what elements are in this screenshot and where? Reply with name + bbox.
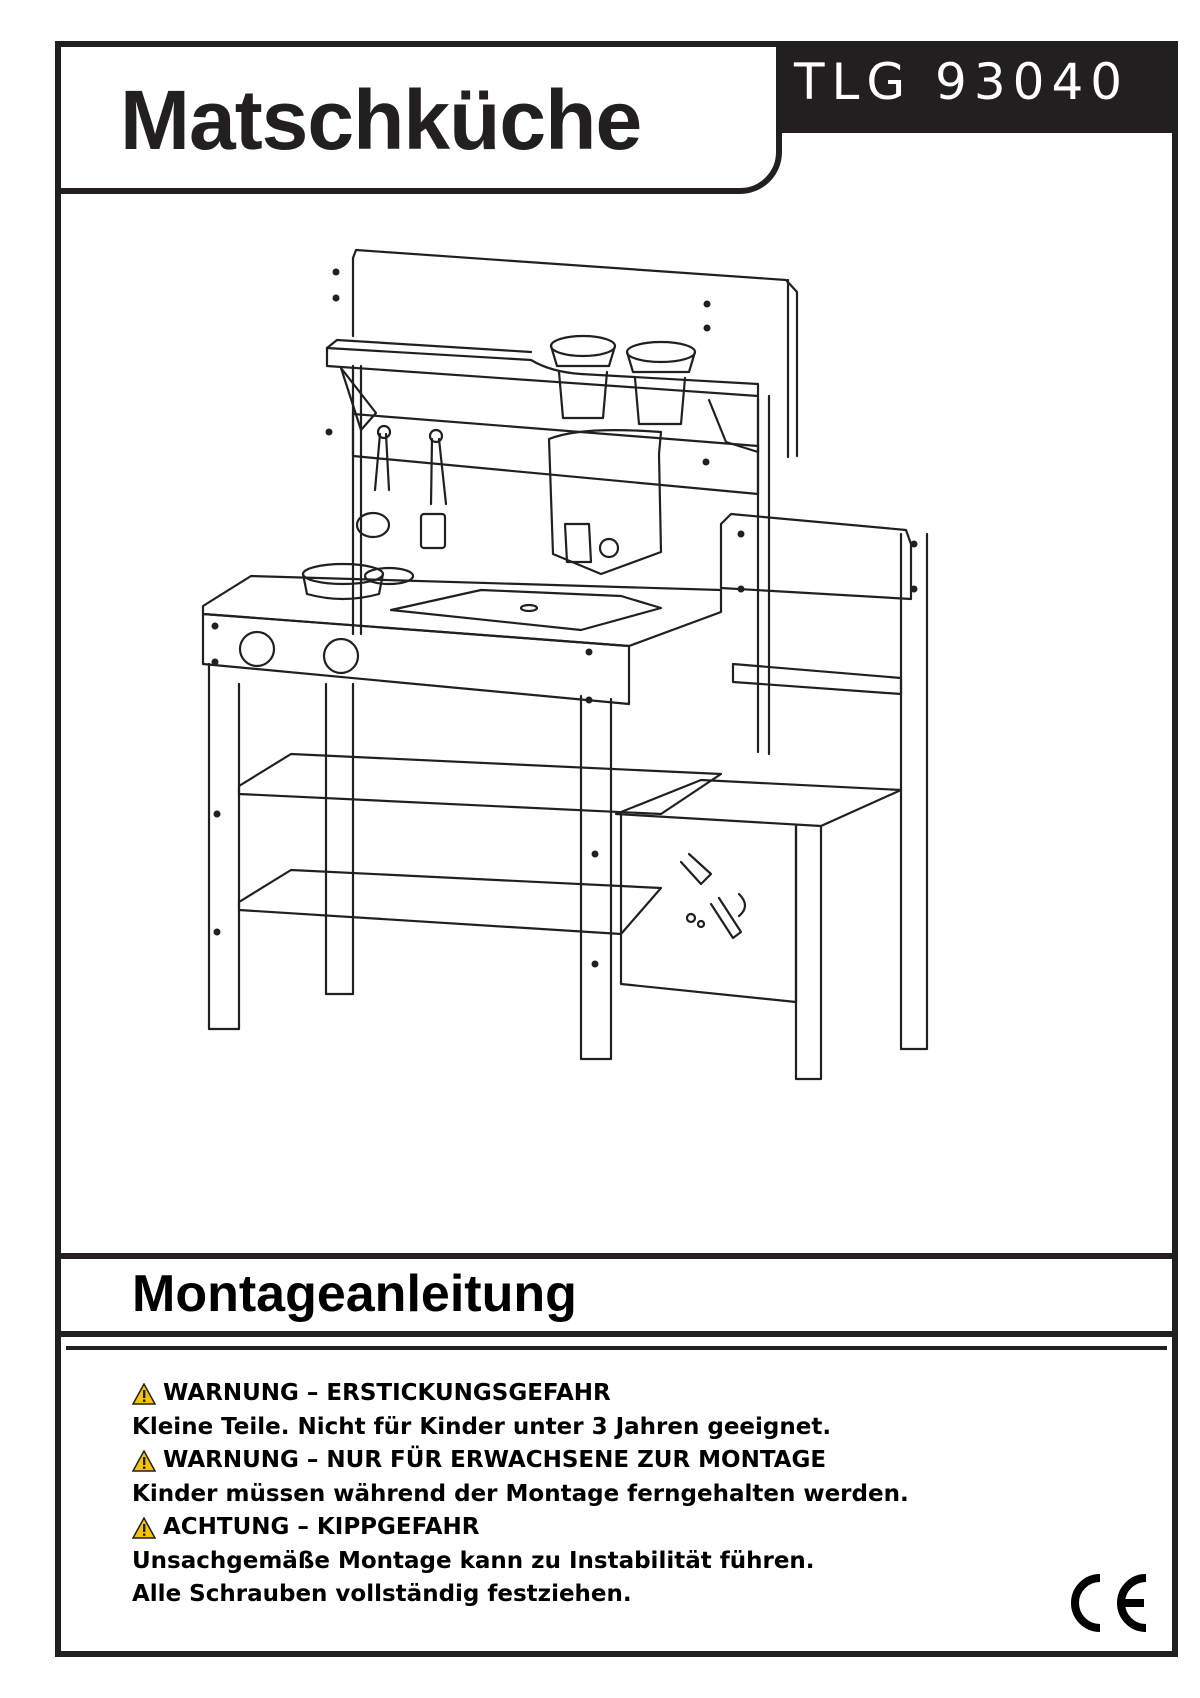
warning-triangle-icon (132, 1450, 156, 1472)
final-note: Alle Schrauben vollständig festziehen. (132, 1581, 632, 1607)
water-dispenser (549, 430, 661, 574)
warning-text: Kinder müssen während der Montage ferngehalten werden. (132, 1480, 909, 1507)
middle-shelf (239, 754, 721, 814)
shelf-pot-left (551, 336, 615, 418)
warning-text: Kleine Teile. Nicht für Kinder unter 3 Jahren geeignet. (132, 1413, 832, 1440)
knob-right (324, 639, 358, 673)
knob-left (240, 632, 274, 666)
bench-seat (616, 780, 901, 826)
bottom-shelf (239, 870, 661, 934)
product-title: Matschküche (120, 73, 642, 167)
model-number: TLG 93040 (794, 53, 1130, 111)
spatula (421, 430, 446, 548)
hanging-bar (353, 414, 758, 494)
warning-triangle-icon (132, 1517, 156, 1539)
warning-heading (132, 1377, 909, 1411)
countertop (203, 576, 721, 646)
mud-kitchen-illustration (61, 194, 1172, 1253)
warning-heading (132, 1511, 909, 1545)
warning-text: Unsachgemäße Montage kann zu Instabilität führen. (132, 1547, 815, 1574)
bench-decor (681, 854, 745, 938)
bench-backrest (721, 514, 911, 599)
shelf-pot-right (627, 342, 695, 424)
screws (212, 269, 918, 968)
warning-heading-text: WARNUNG – NUR FÜR ERWACHSENE ZUR MONTAGE (163, 1447, 827, 1473)
ce-mark-icon (1060, 1570, 1152, 1636)
warning-heading-text: WARNUNG – ERSTICKUNGSGEFAHR (163, 1380, 611, 1406)
warning-triangle-icon (132, 1383, 156, 1405)
warning-heading-text: ACHTUNG – KIPPGEFAHR (163, 1514, 480, 1540)
warnings-list (132, 1377, 909, 1612)
warning-heading (132, 1444, 909, 1478)
manual-subtitle: Montageanleitung (132, 1265, 577, 1323)
